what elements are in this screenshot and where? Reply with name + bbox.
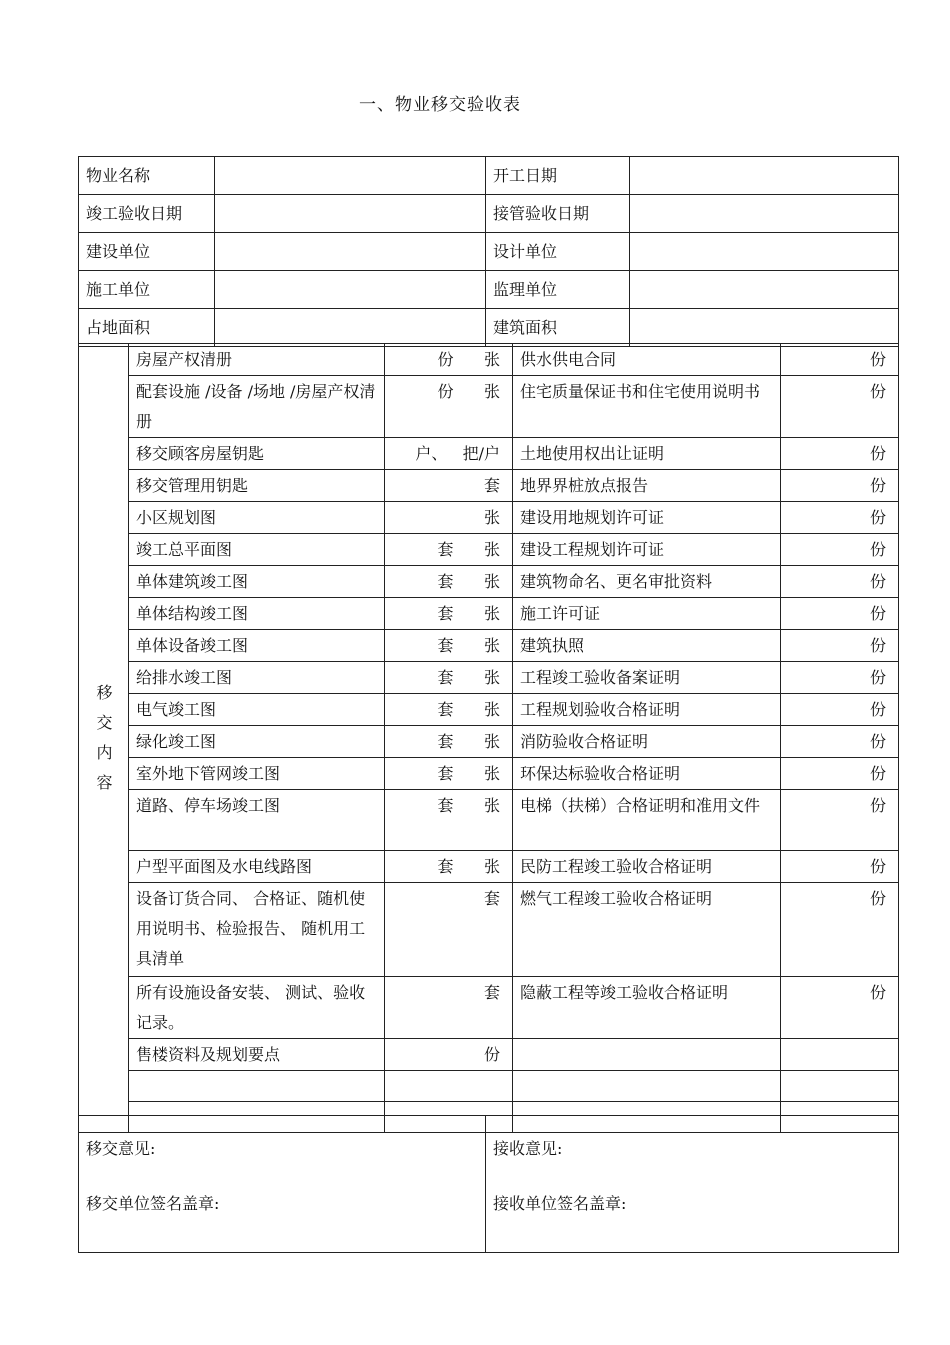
table-row	[79, 566, 899, 598]
item-name[interactable]: 单体设备竣工图	[129, 630, 385, 662]
item-name[interactable]: 小区规划图	[129, 502, 385, 534]
info-value-field[interactable]	[215, 157, 486, 195]
item-quantity[interactable]	[385, 1071, 513, 1102]
item-name[interactable]: 给排水竣工图	[129, 662, 385, 694]
item-name[interactable]: 消防验收合格证明	[513, 726, 781, 758]
item-quantity[interactable]: 份	[781, 790, 899, 851]
info-value-field[interactable]	[215, 271, 486, 309]
table-row	[79, 470, 899, 502]
table-row	[79, 1039, 899, 1071]
item-name[interactable]: 建设用地规划许可证	[513, 502, 781, 534]
table-row	[79, 851, 899, 883]
info-label: 设计单位	[486, 233, 630, 271]
receive-opinion-cell[interactable]	[486, 1116, 899, 1253]
item-quantity[interactable]: 份	[781, 662, 899, 694]
info-value-field[interactable]	[630, 157, 899, 195]
info-label: 监理单位	[486, 271, 630, 309]
item-name[interactable]: 供水供电合同	[513, 344, 781, 376]
table-row	[79, 726, 899, 758]
form-title: 一、物业移交验收表	[359, 95, 521, 115]
item-quantity[interactable]: 份	[781, 438, 899, 470]
item-quantity[interactable]: 套 张	[385, 630, 513, 662]
item-quantity[interactable]: 份	[781, 726, 899, 758]
item-name[interactable]: 地界界桩放点报告	[513, 470, 781, 502]
item-quantity[interactable]: 份 张	[385, 376, 513, 438]
item-name[interactable]: 户型平面图及水电线路图	[129, 851, 385, 883]
item-quantity[interactable]: 张	[385, 502, 513, 534]
receive-sign-label: 接收单位签名盖章:	[493, 1194, 627, 1213]
transfer-opinion-cell[interactable]	[79, 1116, 486, 1253]
item-name[interactable]: 室外地下管网竣工图	[129, 758, 385, 790]
transfer-sign-label: 移交单位签名盖章:	[86, 1194, 220, 1213]
table-row	[79, 883, 899, 977]
item-name[interactable]: 电梯（扶梯）合格证明和准用文件	[513, 790, 781, 851]
item-name[interactable]: 工程规划验收合格证明	[513, 694, 781, 726]
info-value-field[interactable]	[630, 309, 899, 347]
item-quantity[interactable]: 份	[781, 566, 899, 598]
transfer-opinion-label: 移交意见:	[86, 1139, 156, 1158]
item-name[interactable]	[129, 1071, 385, 1102]
item-name[interactable]: 单体建筑竣工图	[129, 566, 385, 598]
item-quantity[interactable]	[781, 1071, 899, 1102]
item-quantity[interactable]: 套 张	[385, 598, 513, 630]
item-name[interactable]: 道路、停车场竣工图	[129, 790, 385, 851]
item-name[interactable]: 工程竣工验收备案证明	[513, 662, 781, 694]
info-value-field[interactable]	[630, 233, 899, 271]
item-quantity[interactable]: 份	[385, 1039, 513, 1071]
item-quantity[interactable]: 份	[781, 758, 899, 790]
item-name[interactable]: 所有设施设备安装、 测试、验收记录。	[129, 977, 385, 1039]
table-row	[79, 630, 899, 662]
item-quantity[interactable]: 套 张	[385, 566, 513, 598]
signature-table	[78, 1115, 899, 1253]
info-label: 开工日期	[486, 157, 630, 195]
item-name[interactable]: 建筑物命名、更名审批资料	[513, 566, 781, 598]
item-quantity[interactable]: 户、 把/户	[385, 438, 513, 470]
section-label: 移交内容	[96, 683, 113, 792]
info-value-field[interactable]	[630, 271, 899, 309]
table-row	[79, 694, 899, 726]
info-value-field[interactable]	[215, 195, 486, 233]
item-name[interactable]: 建设工程规划许可证	[513, 534, 781, 566]
table-row	[79, 758, 899, 790]
item-name[interactable]	[513, 1039, 781, 1071]
item-quantity[interactable]: 份	[781, 851, 899, 883]
info-value-field[interactable]	[215, 309, 486, 347]
item-quantity[interactable]: 套 张	[385, 726, 513, 758]
item-name[interactable]: 住宅质量保证书和住宅使用说明书	[513, 376, 781, 438]
info-label: 建设单位	[79, 233, 215, 271]
item-name[interactable]: 燃气工程竣工验收合格证明	[513, 883, 781, 977]
item-name[interactable]: 售楼资料及规划要点	[129, 1039, 385, 1071]
item-quantity[interactable]: 份	[781, 883, 899, 977]
item-name[interactable]: 环保达标验收合格证明	[513, 758, 781, 790]
item-quantity[interactable]: 套 张	[385, 758, 513, 790]
info-row	[79, 233, 899, 271]
item-name[interactable]: 配套设施 /设备 /场地 /房屋产权清册	[129, 376, 385, 438]
item-quantity[interactable]: 份	[781, 694, 899, 726]
info-row	[79, 195, 899, 233]
table-row	[79, 662, 899, 694]
receive-opinion-label: 接收意见:	[493, 1139, 563, 1158]
item-name[interactable]: 隐蔽工程等竣工验收合格证明	[513, 977, 781, 1039]
item-name[interactable]	[513, 1071, 781, 1102]
item-quantity[interactable]: 份	[781, 502, 899, 534]
info-label: 占地面积	[79, 309, 215, 347]
item-name[interactable]: 施工许可证	[513, 598, 781, 630]
item-name[interactable]: 设备订货合同、 合格证、随机使用说明书、检验报告、 随机用工具清单	[129, 883, 385, 977]
info-label: 接管验收日期	[486, 195, 630, 233]
table-row	[79, 502, 899, 534]
item-quantity[interactable]: 套 张	[385, 790, 513, 851]
property-info-table	[78, 156, 899, 347]
table-row	[79, 344, 899, 376]
table-row	[79, 534, 899, 566]
item-quantity[interactable]: 套 张	[385, 662, 513, 694]
item-quantity[interactable]: 份	[781, 470, 899, 502]
item-quantity[interactable]: 套 张	[385, 851, 513, 883]
item-quantity[interactable]: 份	[781, 376, 899, 438]
item-name[interactable]: 土地使用权出让证明	[513, 438, 781, 470]
info-value-field[interactable]	[215, 233, 486, 271]
info-label: 施工单位	[79, 271, 215, 309]
item-quantity[interactable]: 套 张	[385, 534, 513, 566]
item-quantity[interactable]: 套	[385, 883, 513, 977]
table-row	[79, 977, 899, 1039]
item-quantity[interactable]: 份	[781, 630, 899, 662]
item-quantity[interactable]: 份	[781, 344, 899, 376]
item-name[interactable]: 竣工总平面图	[129, 534, 385, 566]
info-row	[79, 309, 899, 347]
item-name[interactable]: 移交顾客房屋钥匙	[129, 438, 385, 470]
table-row	[79, 376, 899, 438]
info-value-field[interactable]	[630, 195, 899, 233]
info-row	[79, 157, 899, 195]
table-row	[79, 1071, 899, 1102]
info-label: 物业名称	[79, 157, 215, 195]
item-name[interactable]: 建筑执照	[513, 630, 781, 662]
item-quantity[interactable]	[781, 1039, 899, 1071]
item-name[interactable]: 民防工程竣工验收合格证明	[513, 851, 781, 883]
item-quantity[interactable]: 份	[781, 534, 899, 566]
item-name[interactable]: 电气竣工图	[129, 694, 385, 726]
item-name[interactable]: 单体结构竣工图	[129, 598, 385, 630]
table-row	[79, 790, 899, 851]
table-row	[79, 598, 899, 630]
info-row	[79, 271, 899, 309]
item-quantity[interactable]: 套 张	[385, 694, 513, 726]
item-quantity[interactable]: 套	[385, 977, 513, 1039]
transfer-contents-table	[78, 343, 899, 1133]
section-label-cell	[79, 344, 129, 1133]
item-quantity[interactable]: 份 张	[385, 344, 513, 376]
info-label: 建筑面积	[486, 309, 630, 347]
table-row	[79, 438, 899, 470]
item-quantity[interactable]: 份	[781, 977, 899, 1039]
info-label: 竣工验收日期	[79, 195, 215, 233]
item-quantity[interactable]: 套	[385, 470, 513, 502]
item-name[interactable]: 移交管理用钥匙	[129, 470, 385, 502]
item-quantity[interactable]: 份	[781, 598, 899, 630]
item-name[interactable]: 绿化竣工图	[129, 726, 385, 758]
item-name[interactable]: 房屋产权清册	[129, 344, 385, 376]
